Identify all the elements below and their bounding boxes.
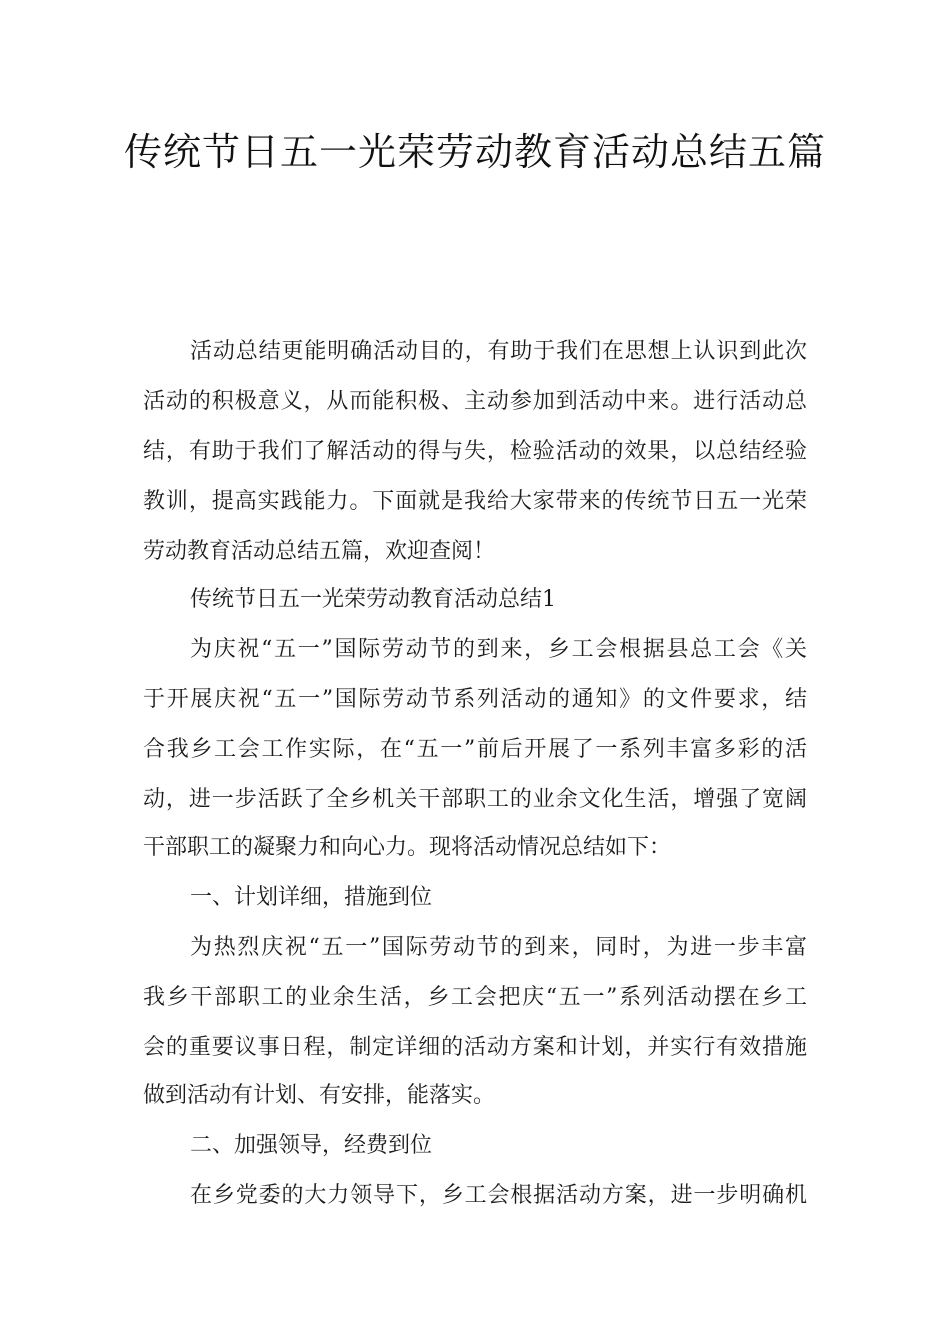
text-line: 为庆祝“五一”国际劳动节的到来，乡工会根据县总工会《关 [190,637,807,662]
text-line: 干部职工的凝聚力和向心力。现将活动情况总结如下： [143,835,672,860]
text-line: 于开展庆祝“五一”国际劳动节系列活动的通知》的文件要求，结 [143,687,807,712]
document-title: 传统节日五一光荣劳动教育活动总结五篇 [123,130,826,174]
subsection-heading: 一、计划详细，措施到位 [190,885,433,910]
text-line: 为热烈庆祝“五一”国际劳动节的到来，同时，为进一步丰富 [190,935,807,960]
text-line: 活动的积极意义，从而能积极、主动参加到活动中来。进行活动总 [143,389,807,414]
subsection-heading: 二、加强领导，经费到位 [190,1133,433,1158]
section-heading: 传统节日五一光荣劳动教育活动总结1 [190,587,556,612]
text-line: 动，进一步活跃了全乡机关干部职工的业余文化生活，增强了宽阔 [143,787,807,812]
text-line: 活动总结更能明确活动目的，有助于我们在思想上认识到此次 [190,339,807,364]
text-line: 结，有助于我们了解活动的得与失，检验活动的效果，以总结经验 [143,439,807,464]
text-line: 会的重要议事日程，制定详细的活动方案和计划，并实行有效措施 [143,1035,807,1060]
text-line: 我乡干部职工的业余生活，乡工会把庆“五一”系列活动摆在乡工 [143,985,807,1010]
text-line: 在乡党委的大力领导下，乡工会根据活动方案，进一步明确机 [190,1183,807,1208]
text-line: 教训，提高实践能力。下面就是我给大家带来的传统节日五一光荣 [143,489,807,514]
text-line: 做到活动有计划、有安排，能落实。 [143,1083,496,1108]
text-line: 劳动教育活动总结五篇，欢迎查阅！ [143,539,496,564]
text-line: 合我乡工会工作实际，在“五一”前后开展了一系列丰富多彩的活 [143,737,807,762]
